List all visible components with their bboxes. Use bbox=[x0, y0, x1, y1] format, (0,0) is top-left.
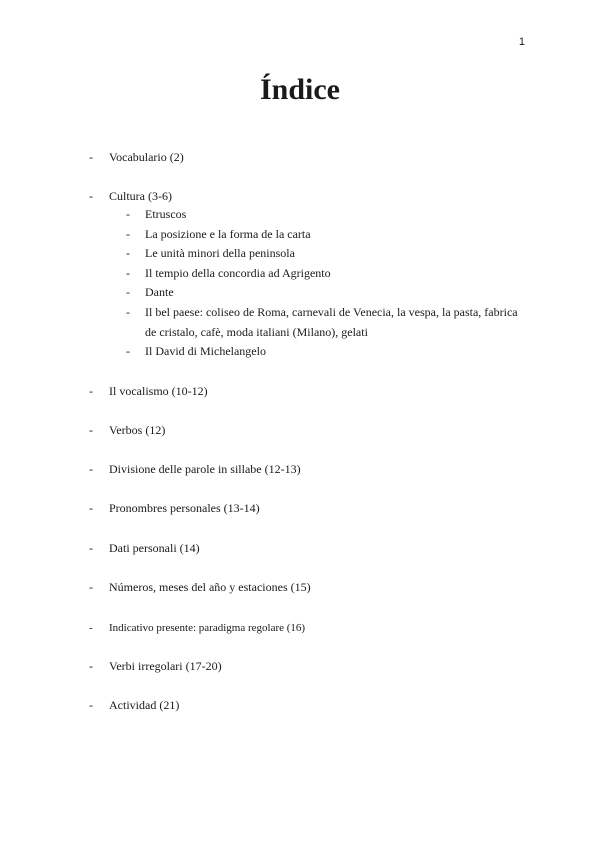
bullet-dash: - bbox=[89, 384, 93, 398]
bullet-dash: - bbox=[89, 423, 93, 437]
toc-item-dati bbox=[89, 540, 200, 556]
toc-item-label: Verbos (12) bbox=[109, 423, 166, 437]
page-title: Índice bbox=[259, 73, 340, 106]
toc-item-label: Il vocalismo (10-12) bbox=[109, 384, 208, 398]
bullet-dash: - bbox=[126, 246, 130, 260]
toc-item-verbi bbox=[89, 658, 222, 674]
toc-item-label: Números, meses del año y estaciones (15) bbox=[109, 580, 311, 594]
bullet-dash: - bbox=[89, 501, 93, 515]
toc-item-indicativo bbox=[89, 620, 305, 636]
toc-item-label: Actividad (21) bbox=[109, 698, 180, 712]
toc-subitem-label: Le unità minori della peninsola bbox=[145, 246, 295, 260]
toc-subitem-label: Dante bbox=[145, 285, 174, 299]
bullet-dash: - bbox=[126, 344, 130, 358]
bullet-dash: - bbox=[89, 150, 93, 164]
toc-subitem-label: La posizione e la forma de la carta bbox=[145, 227, 311, 241]
toc-item-label: Indicativo presente: paradigma regolare (16) bbox=[109, 622, 306, 634]
toc-item-label: Verbi irregolari (17-20) bbox=[109, 659, 222, 673]
toc-item-label: Vocabulario (2) bbox=[109, 150, 184, 164]
bullet-dash: - bbox=[126, 285, 130, 299]
toc-item-cultura bbox=[89, 188, 172, 204]
bullet-dash: - bbox=[126, 207, 130, 221]
bullet-dash: - bbox=[89, 659, 93, 673]
toc-item-divisione bbox=[89, 461, 301, 477]
toc-subitem-label: Il David di Michelangelo bbox=[145, 344, 266, 358]
bullet-dash: - bbox=[89, 462, 93, 476]
bullet-dash: - bbox=[126, 305, 130, 319]
toc-subitem-label: Il bel paese: coliseo de Roma, carnevali de Venecia, la vespa, la pasta, fabrica de cristalo, cafè, moda italiani (Milano), gelati bbox=[145, 305, 518, 339]
toc-item-label: Cultura (3-6) bbox=[109, 189, 172, 203]
toc-item-actividad bbox=[89, 697, 179, 713]
toc-item-vocalismo bbox=[89, 383, 208, 399]
toc-subitem-label: Etruscos bbox=[145, 207, 187, 221]
toc-item-vocabulario bbox=[89, 149, 184, 165]
toc-item-label: Divisione delle parole in sillabe (12-13) bbox=[109, 462, 301, 476]
toc-subitem bbox=[126, 283, 526, 303]
toc-item-pronombres bbox=[89, 500, 260, 516]
bullet-dash: - bbox=[89, 622, 93, 634]
toc-item-label: Dati personali (14) bbox=[109, 541, 200, 555]
bullet-dash: - bbox=[89, 698, 93, 712]
bullet-dash: - bbox=[89, 541, 93, 555]
bullet-dash: - bbox=[89, 189, 93, 203]
bullet-dash: - bbox=[126, 266, 130, 280]
toc-subitem bbox=[126, 264, 526, 284]
toc-subitem-label: Il tempio della concordia ad Agrigento bbox=[145, 266, 331, 280]
page-number: 1 bbox=[518, 36, 525, 48]
toc-subitem bbox=[126, 342, 526, 362]
toc-subitem bbox=[126, 244, 526, 264]
toc-item-verbos bbox=[89, 422, 165, 438]
toc-item-numeros bbox=[89, 579, 311, 595]
toc-subitem bbox=[126, 225, 526, 245]
toc-subitem bbox=[126, 205, 526, 225]
bullet-dash: - bbox=[126, 227, 130, 241]
toc-item-label: Pronombres personales (13-14) bbox=[109, 501, 260, 515]
toc-subitem bbox=[126, 303, 526, 342]
bullet-dash: - bbox=[89, 580, 93, 594]
